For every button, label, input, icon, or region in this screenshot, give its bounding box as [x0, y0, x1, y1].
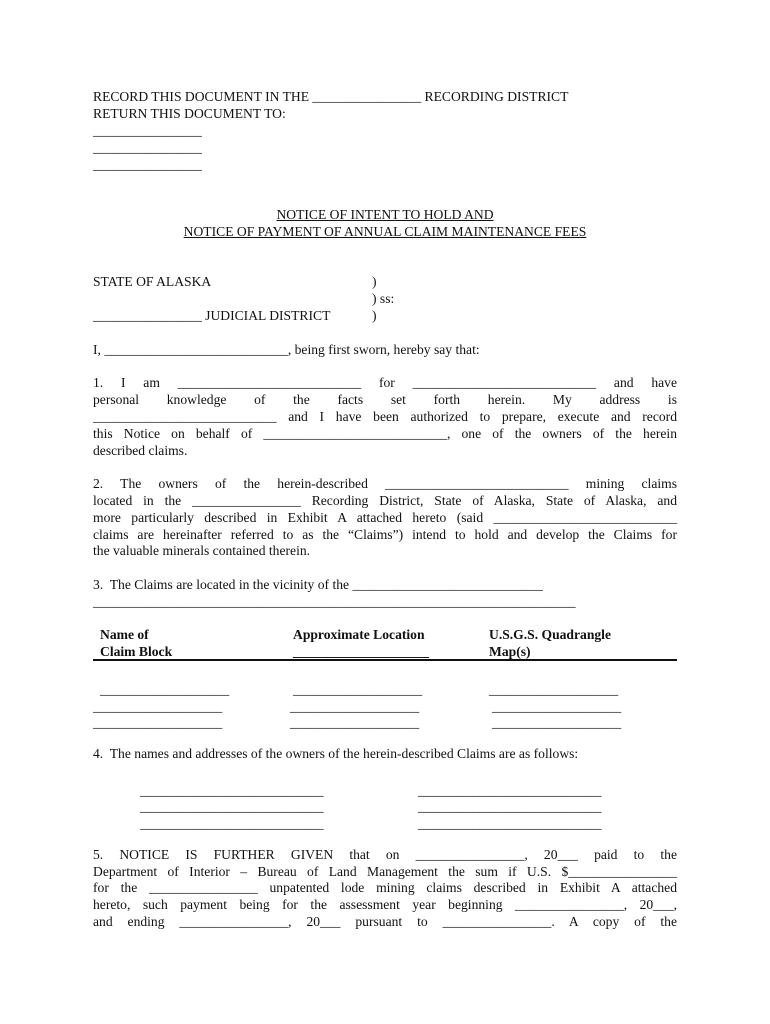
table-cell: ___________________ — [492, 699, 622, 714]
venue-judicial-district: ________________ JUDICIAL DISTRICT — [93, 308, 331, 323]
para4-line: 4. The names and addresses of the owners of the herein-described Claims are as follows: — [93, 746, 579, 761]
table-header-rule — [93, 659, 677, 661]
owner-blank: ___________________________ — [140, 799, 324, 814]
table-header-location: Approximate Location — [293, 627, 425, 642]
table-cell: ___________________ — [290, 699, 420, 714]
table-cell: ___________________ — [489, 682, 619, 697]
oath-line: I, ___________________________, being first sworn, hereby say that: — [93, 342, 480, 357]
para2-line: more particularly described in Exhibit A attached hereto (said ___________________________ — [93, 510, 677, 525]
table-header-quadrangle: U.S.G.S. Quadrangle — [489, 627, 611, 642]
para1-line: personal knowledge of the facts set forth herein. My address is — [93, 392, 677, 407]
para2-line: the valuable minerals contained therein. — [93, 543, 311, 558]
table-cell: ___________________ — [100, 682, 230, 697]
document-title-line-1: NOTICE OF INTENT TO HOLD AND — [276, 207, 494, 222]
para2-line: 2. The owners of the herein-described ___________________________ mining claims — [93, 476, 677, 491]
owner-blank: ___________________________ — [418, 783, 602, 798]
table-cell: ___________________ — [492, 715, 622, 730]
table-header-name: Claim Block — [100, 644, 173, 659]
para5-line: Department of Interior – Bureau of Land Management the sum if U.S. $________________ — [93, 864, 677, 879]
para5-line: 5. NOTICE IS FURTHER GIVEN that on ________________, 20___ paid to the — [93, 847, 677, 862]
venue-ss: ) ss: — [372, 291, 395, 306]
table-cell: ___________________ — [93, 699, 223, 714]
table-cell: ___________________ — [290, 715, 420, 730]
owner-blank: ___________________________ — [140, 816, 324, 831]
owner-blank: ___________________________ — [418, 799, 602, 814]
table-cell: ___________________ — [93, 715, 223, 730]
return-address-blank: ________________ — [93, 123, 202, 138]
document-title-line-2: NOTICE OF PAYMENT OF ANNUAL CLAIM MAINTENANCE FEES — [183, 224, 587, 239]
record-district-line: RECORD THIS DOCUMENT IN THE ________________ RECORDING DISTRICT — [93, 89, 569, 104]
table-header-quadrangle: Map(s) — [489, 644, 531, 659]
venue-paren: ) — [372, 308, 377, 323]
table-header-location: ____________________ — [293, 644, 429, 659]
return-address-blank: ________________ — [93, 157, 202, 172]
para2-line: located in the ________________ Recording District, State of Alaska, State of Alaska, and — [93, 493, 677, 508]
para5-line: for the ________________ unpatented lode mining claims described in Exhibit A attached — [93, 880, 677, 895]
para5-line: and ending ________________, 20___ pursuant to ________________. A copy of the — [93, 914, 677, 929]
return-address-blank: ________________ — [93, 140, 202, 155]
table-cell: ___________________ — [293, 682, 423, 697]
venue-paren: ) — [372, 274, 377, 289]
owner-blank: ___________________________ — [418, 816, 602, 831]
return-to-line: RETURN THIS DOCUMENT TO: — [93, 106, 286, 121]
owner-blank: ___________________________ — [140, 783, 324, 798]
para3-line: _______________________________________________________________________ — [93, 594, 576, 609]
para1-line: this Notice on behalf of ___________________________, one of the owners of the herein — [93, 426, 677, 441]
para1-line: 1. I am ___________________________ for ___________________________ and have — [93, 375, 677, 390]
para2-line: claims are hereinafter referred to as the “Claims”) intend to hold and develop the Claims for — [93, 527, 677, 542]
venue-state: STATE OF ALASKA — [93, 274, 212, 289]
table-header-name: Name of — [100, 627, 149, 642]
para1-line: ___________________________ and I have been authorized to prepare, execute and record — [93, 409, 677, 424]
para3-line: 3. The Claims are located in the vicinity of the ____________________________ — [93, 577, 543, 592]
para5-line: hereto, such payment being for the assessment year beginning ________________, 20___, — [93, 897, 677, 912]
para1-line: described claims. — [93, 443, 188, 458]
